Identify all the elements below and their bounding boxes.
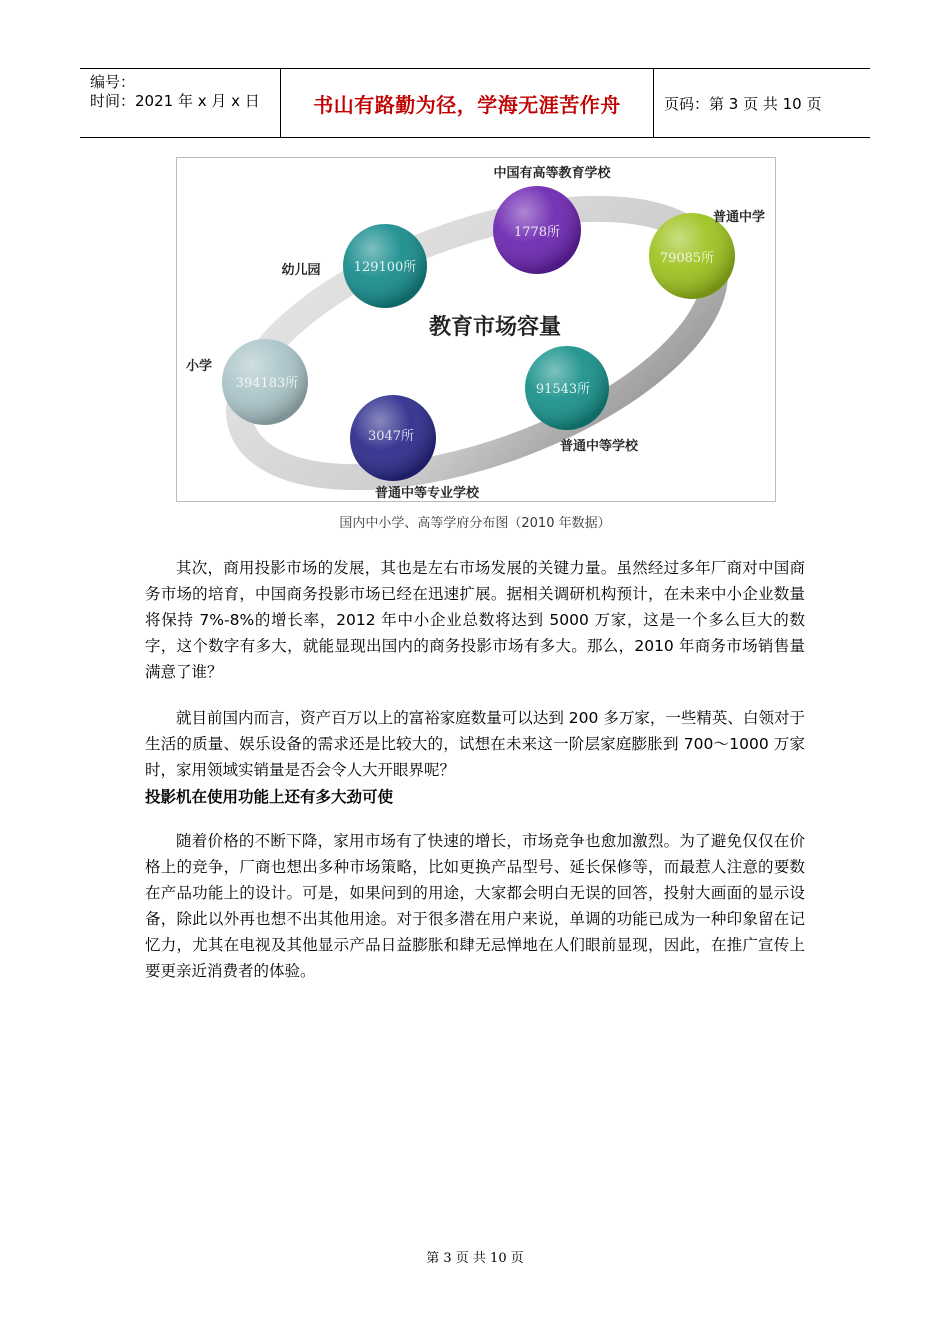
time-label: 时间：2021 年 x 月 x 日 — [90, 92, 260, 110]
paragraph-text: 随着价格的不断下降，家用市场有了快速的增长，市场竞争也愈加激烈。为了避免仅仅在价格上的竞争，厂商也想出多种市场策略，比如更换产品型号、延长保修等，而最惹人注意的要数在产品功能上的设计。可是，如果问到的用途，大家都会明白无误的回答，投射大画面的显示设备，除此以外再也想不出其他用途。对于很多潜在用户来说，单调的功能已成为一种印象留在记忆力，尤其在电视及其他显示产品日益膨胀和肆无忌惮地在人们眼前显现，因此，在推广宣传上要更亲近消费者的体验。 — [145, 832, 805, 980]
education-market-figure — [176, 157, 776, 502]
node-label: 普通中等学校 — [559, 439, 639, 454]
header-motto-cell — [281, 69, 654, 137]
node-value: 394183所 — [235, 376, 299, 391]
paragraph-text: 就目前国内而言，资产百万以上的富裕家庭数量可以达到 200 多万家，一些精英、白领对于生活的质量、娱乐设备的需求还是比较大的，试想在未来这一阶层家庭膨胀到 700～1000 万家时，家用领域实销量是否会令人大开眼界呢？ — [145, 709, 805, 779]
node-label: 幼儿园 — [281, 263, 321, 278]
node-label: 普通中等专业学校 — [374, 486, 480, 501]
node-label: 中国有高等教育学校 — [493, 166, 611, 181]
node-primary-school — [186, 339, 308, 425]
motto-text: 书山有路勤为径，学海无涯苦作舟 — [313, 92, 621, 117]
node-label: 小学 — [185, 359, 213, 374]
education-market-diagram — [177, 158, 775, 501]
paragraph-text: 其次，商用投影市场的发展，其也是左右市场发展的关键力量。虽然经过多年厂商对中国商务市场的培育，中国商务投影市场已经在迅速扩展。据相关调研机构预计，在未来中小企业数量将保持 7%-8%的增长率，2012 年中小企业总数将达到 5000 万家，这是一个多么巨大的数字，这个数字有多大，就能显现出国内的商务投影市场有多大。那么，2010 年商务市场销售量满意了谁？ — [145, 559, 805, 681]
paragraph-3 — [145, 828, 805, 984]
node-label: 普通中学 — [712, 210, 766, 225]
document-header — [80, 68, 870, 138]
paragraph-2 — [145, 705, 805, 783]
paragraph-1 — [145, 555, 805, 685]
page-footer: 第 3 页 共 10 页 — [426, 1251, 524, 1266]
diagram-center-title: 教育市场容量 — [428, 315, 562, 340]
node-value: 3047所 — [367, 429, 415, 444]
header-page-cell — [654, 69, 870, 137]
node-value: 1778所 — [513, 225, 561, 240]
node-middle-school — [649, 209, 765, 299]
node-kindergarten — [281, 224, 427, 308]
page-info: 页码：第 3 页 共 10 页 — [664, 94, 822, 113]
figure-caption: 国内中小学、高等学府分布图（2010 年数据） — [339, 516, 611, 531]
section-heading: 投影机在使用功能上还有多大劲可使 — [145, 788, 394, 806]
number-label: 编号： — [90, 73, 136, 91]
node-value: 91543所 — [535, 382, 591, 397]
header-left-cell — [80, 69, 281, 137]
node-value: 129100所 — [353, 260, 417, 275]
node-value: 79085所 — [659, 251, 715, 266]
